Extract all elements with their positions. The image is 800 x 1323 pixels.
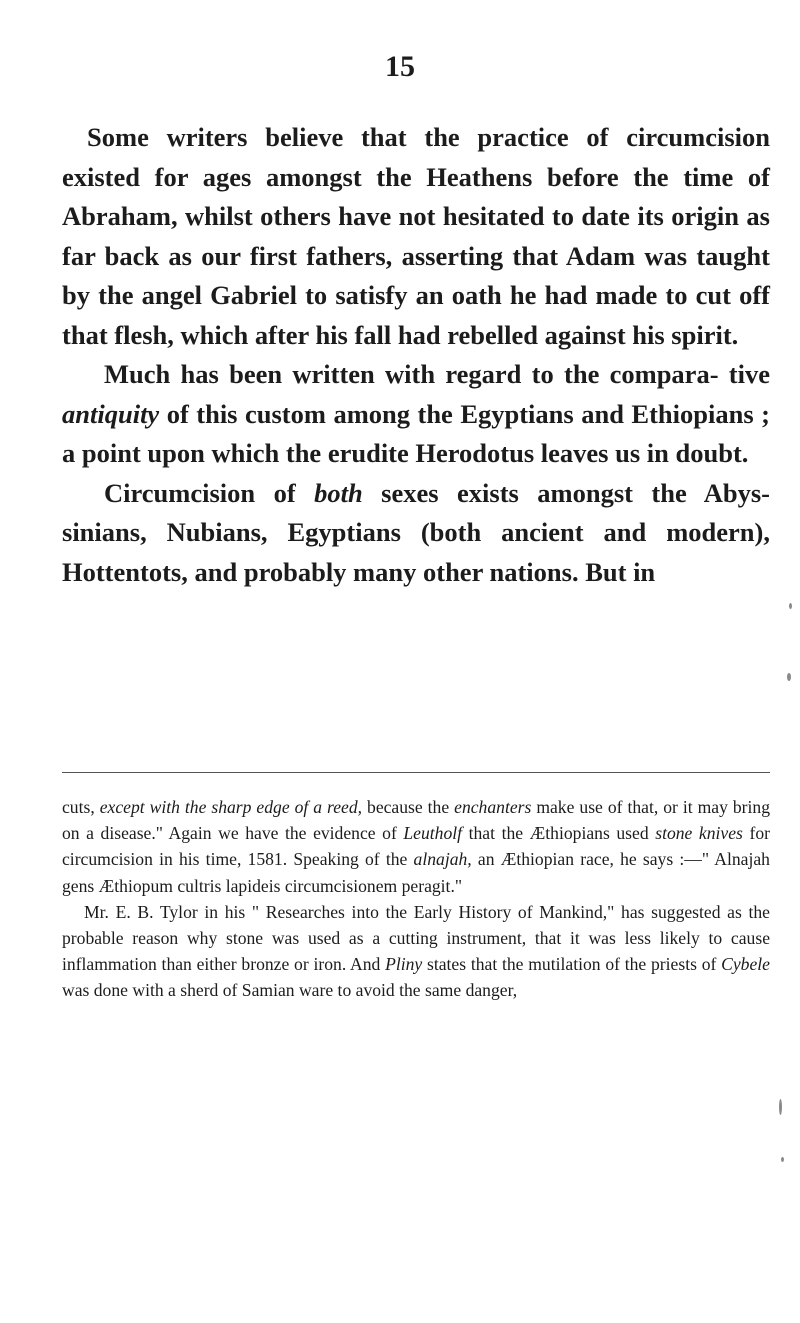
footnote-1-text-f: an Æthiopian race, he says :—" Alnajah gens Æthiopum cultris lapideis circumcisionem peragit." (62, 849, 770, 896)
margin-speck (789, 603, 792, 609)
footnote-2 (62, 899, 770, 1004)
footnote-2-text-b: states that the mutilation of the priests of (422, 954, 722, 975)
footnote-1-text-b: because the (362, 797, 455, 817)
footnote-1-emphasis-3: Leutholf (403, 823, 463, 844)
footnote-1-emphasis-4: stone knives (655, 823, 743, 844)
margin-speck (787, 673, 791, 681)
footnote-1 (62, 794, 770, 899)
paragraph-3-emphasis: both (314, 477, 363, 508)
main-text (62, 118, 770, 592)
footnote-divider (62, 772, 770, 773)
paragraph-1 (62, 118, 770, 355)
footnote-2-emphasis-2: Cybele (721, 954, 770, 975)
footnote-2-emphasis-1: Pliny (385, 954, 423, 975)
footnote-1-emphasis-1: except with the sharp edge of a reed, (99, 797, 363, 817)
margin-speck (781, 1157, 784, 1162)
paragraph-2-text-start: Much has been written with regard to the compara- tive (104, 359, 770, 389)
footnote-2-text-c: was done with a sherd of Samian ware to avoid the same danger, (62, 980, 518, 1001)
paragraph-3-text-end: sexes exists amongst the Abys- sinians, Nubians, Egyptians (both ancient and modern), Hottentots, and probably many other nations. But in (62, 477, 770, 587)
footnotes (62, 794, 770, 1004)
footnote-1-text-d: that the Æthiopians used (462, 823, 656, 844)
paragraph-3 (62, 474, 770, 593)
footnote-1-text-c: make use of that, or it may bring on a disease." Again we have the evidence of (62, 797, 770, 844)
footnote-1-text-e: for circumcision in his time, 1581. Speaking of the (62, 823, 770, 870)
margin-speck (779, 1099, 782, 1115)
footnote-1-emphasis-5: alnajah, (413, 849, 472, 870)
footnote-1-text-a: cuts, (62, 797, 100, 817)
paragraph-2-text-end: of this custom among the Egyptians and Ethiopians ; a point upon which the erudite Herodotus leaves us in doubt. (62, 398, 770, 468)
footnote-1-emphasis-2: enchanters (454, 797, 532, 817)
paragraph-2 (62, 355, 770, 474)
paragraph-3-text-start: Circumcision of (104, 477, 315, 508)
paragraph-1-text: Some writers believe that the practice of circumcision existed for ages amongst the Heathens before the time of Abraham, whilst others have not hesitated to date its origin as far back as our first fathers, asserting that Adam was taught by the angel Gabriel to satisfy an oath he had made to cut off that flesh, which after his fall had rebelled against his spirit. (62, 122, 770, 350)
footnote-2-text-a: Mr. E. B. Tylor in his " Researches into the Early History of Mankind," has suggested as the probable reason why stone was used as a cutting instrument, that it was less likely to cause inflammation than either bronze or iron. And (62, 901, 770, 975)
paragraph-2-emphasis: antiquity (62, 398, 160, 429)
page-number: 15 (385, 50, 415, 83)
